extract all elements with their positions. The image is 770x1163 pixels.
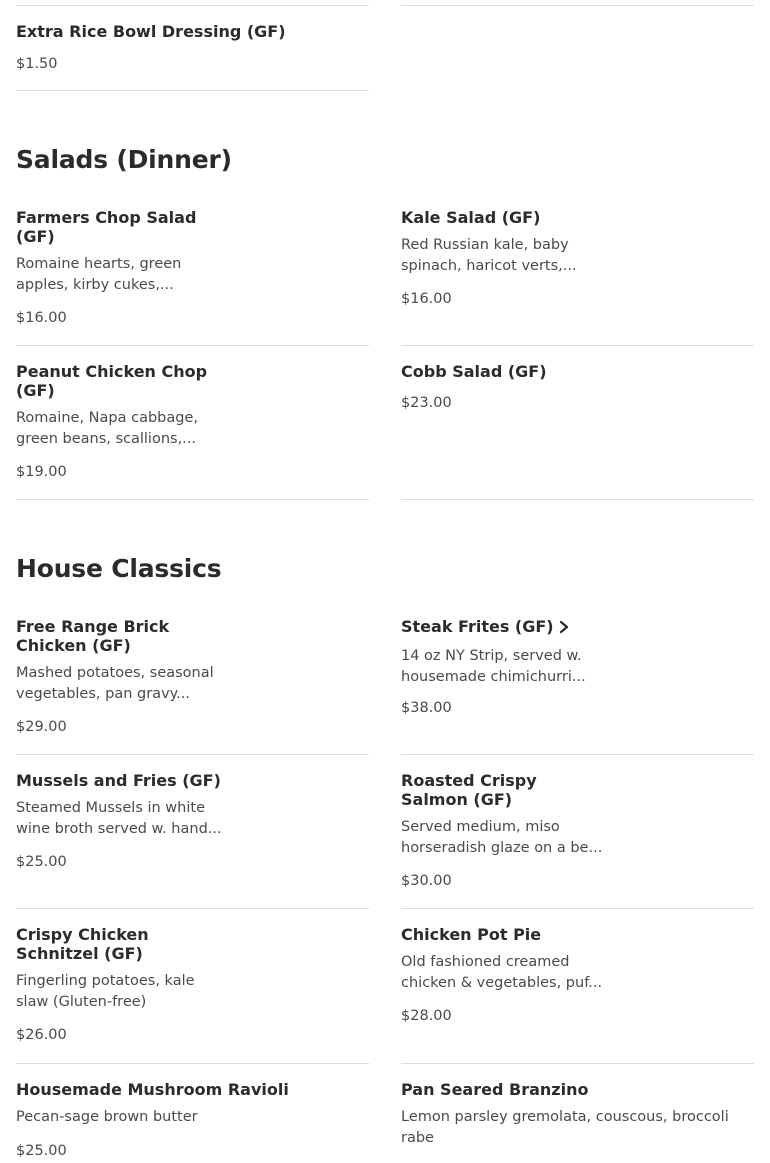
item-price: $38.00: [401, 700, 452, 716]
item-price: $16.00: [401, 291, 452, 307]
divider: [16, 499, 369, 500]
item-price: $16.00: [16, 310, 67, 326]
item-price: $23.00: [401, 395, 452, 411]
item-price: $25.00: [16, 1143, 67, 1159]
section-title-salads: Salads (Dinner): [16, 145, 232, 174]
divider: [16, 1063, 369, 1064]
divider: [401, 754, 754, 755]
item-name: Pan Seared Branzino: [401, 1080, 589, 1099]
item-description: Romaine, Napa cabbage, green beans, scallions,...: [16, 410, 198, 447]
item-description: Red Russian kale, baby spinach, haricot verts,...: [401, 237, 577, 274]
item-description: 14 oz NY Strip, served w. housemade chimichurri...: [401, 648, 586, 685]
item-name: Kale Salad (GF): [401, 208, 541, 227]
item-name: Peanut Chicken Chop (GF): [16, 362, 208, 400]
divider: [401, 499, 754, 500]
divider: [16, 90, 369, 91]
divider: [401, 5, 754, 6]
menu-item-kale-salad[interactable]: [401, 208, 754, 338]
divider: [401, 1063, 754, 1064]
divider: [401, 345, 754, 346]
menu-item-cobb-salad[interactable]: [401, 362, 754, 492]
menu-item-farmers-chop-salad[interactable]: [16, 208, 369, 338]
item-name: Farmers Chop Salad (GF): [16, 208, 197, 246]
item-name: Steak Frites (GF): [401, 617, 754, 638]
item-name: Housemade Mushroom Ravioli: [16, 1080, 289, 1099]
item-name: Roasted Crispy Salmon (GF): [401, 771, 537, 809]
item-price: $19.00: [16, 464, 67, 480]
menu-item-chicken-pot-pie[interactable]: [401, 925, 754, 1055]
item-name: Free Range Brick Chicken (GF): [16, 617, 170, 655]
item-description: Fingerling potatoes, kale slaw (Gluten-free): [16, 973, 195, 1010]
item-description: Old fashioned creamed chicken & vegetables, puf...: [401, 954, 603, 991]
divider: [16, 754, 369, 755]
item-description: Served medium, miso horseradish glaze on a be...: [401, 819, 603, 856]
menu-item-housemade-mushroom-ravioli[interactable]: [16, 1080, 369, 1163]
item-description: Steamed Mussels in white wine broth served w. hand...: [16, 800, 222, 837]
menu-item-pan-seared-branzino[interactable]: [401, 1080, 754, 1163]
divider: [16, 908, 369, 909]
divider: [401, 908, 754, 909]
menu-item-peanut-chicken-chop[interactable]: [16, 362, 369, 492]
item-description: Mashed potatoes, seasonal vegetables, pan gravy...: [16, 665, 214, 702]
section-title-house-classics: House Classics: [16, 554, 222, 583]
menu-item-steak-frites[interactable]: [401, 617, 754, 747]
item-price: $1.50: [16, 56, 58, 72]
item-description: Lemon parsley gremolata, couscous, broccoli rabe: [401, 1109, 729, 1146]
menu-item-crispy-chicken-schnitzel[interactable]: [16, 925, 369, 1055]
divider: [16, 345, 369, 346]
menu-item-mussels-and-fries[interactable]: [16, 771, 369, 901]
item-price: $29.00: [16, 719, 67, 735]
item-name: Crispy Chicken Schnitzel (GF): [16, 925, 149, 963]
item-price: $26.00: [16, 1027, 67, 1043]
item-name: Chicken Pot Pie: [401, 925, 542, 944]
item-name: Cobb Salad (GF): [401, 362, 547, 381]
item-name: Extra Rice Bowl Dressing (GF): [16, 22, 286, 41]
item-description: Romaine hearts, green apples, kirby cukes,...: [16, 256, 182, 293]
item-price: $28.00: [401, 1008, 452, 1024]
chevron-right-icon[interactable]: [558, 619, 570, 638]
menu-item-extra-rice-bowl-dressing[interactable]: [16, 22, 369, 82]
menu-item-roasted-crispy-salmon[interactable]: [401, 771, 754, 901]
item-price: $30.00: [401, 873, 452, 889]
item-price: $25.00: [16, 854, 67, 870]
item-description: Pecan-sage brown butter: [16, 1109, 198, 1125]
item-name: Mussels and Fries (GF): [16, 771, 221, 790]
menu-item-free-range-brick-chicken[interactable]: [16, 617, 369, 747]
divider: [16, 5, 369, 6]
